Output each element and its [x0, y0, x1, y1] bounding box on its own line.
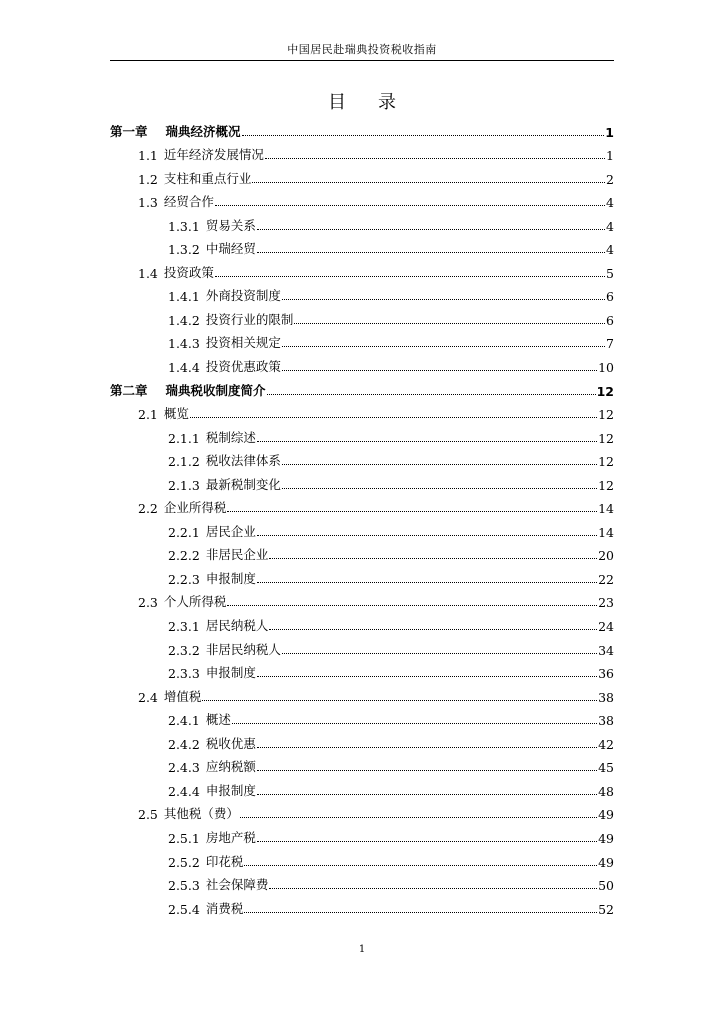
- dot-leader: [257, 841, 597, 842]
- page-number: 1: [358, 944, 366, 955]
- toc-entry-label: 贸易关系: [205, 217, 256, 233]
- toc-entry-label: 应纳税额: [205, 759, 256, 775]
- toc-entry-page: 49: [598, 807, 614, 823]
- toc-entry-page: 36: [598, 666, 614, 682]
- toc-entry[interactable]: [110, 351, 614, 375]
- dot-leader: [257, 747, 597, 748]
- toc-entry-page: 12: [598, 407, 614, 423]
- toc-entry-number: 1.4.4: [168, 360, 200, 376]
- toc-entry-label: 居民纳税人: [205, 618, 269, 634]
- toc-entry[interactable]: [110, 187, 614, 211]
- toc-entry-number: 1.2: [138, 171, 158, 187]
- toc-entry[interactable]: [110, 116, 614, 140]
- toc-entry-number: 2.2: [138, 501, 158, 517]
- toc-entry-label: 税制综述: [205, 429, 256, 445]
- toc-entry-number: 1.1: [138, 148, 158, 164]
- toc-entry-page: 52: [598, 901, 614, 917]
- toc-entry-number: 2.5.1: [168, 830, 200, 846]
- toc-entry-label: 投资行业的限制: [205, 311, 294, 327]
- dot-leader: [294, 323, 605, 324]
- toc-entry-page: 48: [598, 783, 614, 799]
- dot-leader: [267, 394, 596, 395]
- toc-entry-label: 社会保障费: [205, 877, 269, 893]
- toc-entry-number: 2.4.2: [168, 736, 200, 752]
- toc-entry-label: 投资政策: [163, 264, 214, 280]
- dot-leader: [202, 700, 597, 701]
- toc-entry-number: 1.4.1: [168, 289, 200, 305]
- toc-entry[interactable]: [110, 328, 614, 352]
- dot-leader: [282, 464, 597, 465]
- toc-entry-page: 12: [598, 477, 614, 493]
- dot-leader: [215, 205, 605, 206]
- toc-entry-page: 12: [598, 454, 614, 470]
- toc-entry[interactable]: [110, 304, 614, 328]
- toc-entry-page: 45: [598, 760, 614, 776]
- toc-entry-number: 2.3.3: [168, 666, 200, 682]
- running-header: 中国居民赴瑞典投资税收指南: [287, 43, 437, 56]
- toc-entry-number: 1.3.2: [168, 242, 200, 258]
- toc-entry-label: 经贸合作: [163, 194, 214, 210]
- toc-entry-number: 2.1.2: [168, 454, 200, 470]
- toc-entry-page: 20: [598, 548, 614, 564]
- dot-leader: [257, 794, 597, 795]
- toc-entry[interactable]: [110, 399, 614, 423]
- toc-entry[interactable]: [110, 281, 614, 305]
- toc-entry-label: 概览: [163, 406, 189, 422]
- toc-entry-label: 申报制度: [205, 665, 256, 681]
- toc-entry-label: 申报制度: [205, 570, 256, 586]
- dot-leader: [257, 582, 597, 583]
- toc-entry-number: 2.5: [138, 807, 158, 823]
- dot-leader: [232, 723, 597, 724]
- toc-entry[interactable]: [110, 705, 614, 729]
- toc-entry-label: 中瑞经贸: [205, 241, 256, 257]
- toc-entry[interactable]: [110, 846, 614, 870]
- toc-entry-label: 投资优惠政策: [205, 359, 281, 375]
- toc-entry-page: 49: [598, 854, 614, 870]
- toc-entry-label: 概述: [205, 712, 231, 728]
- toc-entry-number: 2.4: [138, 689, 158, 705]
- toc-entry-page: 1: [606, 148, 614, 164]
- toc-entry-number: 1.4.3: [168, 336, 200, 352]
- toc-entry-number: 1.3.1: [168, 218, 200, 234]
- toc-entry-page: 49: [598, 830, 614, 846]
- toc-entry-number: 第二章: [110, 382, 148, 398]
- toc-entry-page: 34: [598, 642, 614, 658]
- dot-leader: [282, 346, 605, 347]
- dot-leader: [252, 182, 605, 183]
- toc-entry-page: 10: [598, 360, 614, 376]
- toc-entry-number: 1.4.2: [168, 312, 200, 328]
- toc-entry[interactable]: [110, 210, 614, 234]
- toc-entry[interactable]: [110, 257, 614, 281]
- toc-entry-label: 瑞典经济概况: [165, 123, 241, 139]
- toc-entry-page: 22: [598, 571, 614, 587]
- toc-entry-label: 消费税: [205, 900, 244, 916]
- toc-entry[interactable]: [110, 658, 614, 682]
- toc-entry[interactable]: [110, 610, 614, 634]
- toc-entry[interactable]: [110, 446, 614, 470]
- toc-entry[interactable]: [110, 422, 614, 446]
- toc-entry-number: 2.1: [138, 407, 158, 423]
- dot-leader: [269, 888, 597, 889]
- toc-entry-page: 12: [596, 383, 614, 399]
- toc-entry-page: 5: [606, 265, 614, 281]
- toc-entry-number: 2.1.3: [168, 477, 200, 493]
- toc-entry[interactable]: [110, 540, 614, 564]
- toc-entry-page: 4: [606, 195, 614, 211]
- toc-entry[interactable]: [110, 140, 614, 164]
- toc-entry[interactable]: [110, 681, 614, 705]
- dot-leader: [257, 676, 597, 677]
- toc-entry-page: 14: [598, 524, 614, 540]
- toc-entry-number: 2.4.1: [168, 713, 200, 729]
- dot-leader: [257, 252, 605, 253]
- dot-leader: [257, 535, 597, 536]
- toc-entry-label: 个人所得税: [163, 594, 227, 610]
- toc-entry-number: 2.5.2: [168, 854, 200, 870]
- toc-entry-label: 印花税: [205, 853, 244, 869]
- dot-leader: [282, 370, 597, 371]
- toc-entry-page: 42: [598, 736, 614, 752]
- toc-entry-page: 1: [605, 124, 614, 140]
- dot-leader: [269, 558, 597, 559]
- toc-entry[interactable]: [110, 870, 614, 894]
- toc-entry-label: 其他税（费）: [163, 806, 239, 822]
- toc-entry-number: 2.4.4: [168, 783, 200, 799]
- toc-entry-label: 增值税: [163, 688, 202, 704]
- toc-entry-page: 14: [598, 501, 614, 517]
- toc-entry-number: 第一章: [110, 123, 148, 139]
- toc-entry[interactable]: [110, 493, 614, 517]
- toc-entry-number: 2.3.2: [168, 642, 200, 658]
- toc-entry[interactable]: [110, 799, 614, 823]
- toc-entry-page: 4: [606, 218, 614, 234]
- dot-leader: [282, 488, 597, 489]
- toc-entry[interactable]: [110, 587, 614, 611]
- dot-leader: [240, 817, 597, 818]
- toc-entry[interactable]: [110, 752, 614, 776]
- toc-entry-label: 税收法律体系: [205, 453, 281, 469]
- dot-leader: [257, 229, 605, 230]
- dot-leader: [265, 158, 605, 159]
- toc-entry-label: 外商投资制度: [205, 288, 281, 304]
- toc-entry-page: 50: [598, 878, 614, 894]
- dot-leader: [244, 912, 597, 913]
- toc-entry-page: 4: [606, 242, 614, 258]
- toc-entry-label: 非居民企业: [205, 547, 269, 563]
- toc-entry[interactable]: [110, 375, 614, 399]
- dot-leader: [227, 511, 597, 512]
- toc-entry-number: 2.1.1: [168, 430, 200, 446]
- toc-entry-page: 24: [598, 619, 614, 635]
- toc-entry-number: 2.2.1: [168, 524, 200, 540]
- toc-entry[interactable]: [110, 563, 614, 587]
- toc-entry[interactable]: [110, 469, 614, 493]
- dot-leader: [227, 605, 597, 606]
- toc-entry-label: 税收优惠: [205, 735, 256, 751]
- toc-entry[interactable]: [110, 893, 614, 917]
- toc-entry-label: 最新税制变化: [205, 476, 281, 492]
- dot-leader: [269, 629, 597, 630]
- toc-entry-page: 7: [606, 336, 614, 352]
- toc-entry-page: 2: [606, 171, 614, 187]
- toc-entry-label: 居民企业: [205, 523, 256, 539]
- dot-leader: [282, 299, 605, 300]
- table-of-contents: [110, 116, 614, 917]
- toc-entry[interactable]: [110, 775, 614, 799]
- toc-entry-label: 近年经济发展情况: [163, 147, 264, 163]
- toc-entry-page: 38: [598, 713, 614, 729]
- toc-entry-number: 2.5.4: [168, 901, 200, 917]
- toc-entry-label: 申报制度: [205, 782, 256, 798]
- dot-leader: [257, 441, 597, 442]
- toc-entry-label: 投资相关规定: [205, 335, 281, 351]
- toc-title: 目录: [328, 92, 428, 113]
- toc-entry-page: 6: [606, 312, 614, 328]
- dot-leader: [190, 417, 597, 418]
- toc-entry[interactable]: [110, 163, 614, 187]
- toc-entry-page: 12: [598, 430, 614, 446]
- dot-leader: [282, 653, 597, 654]
- toc-entry-label: 企业所得税: [163, 500, 227, 516]
- toc-entry-number: 1.4: [138, 265, 158, 281]
- toc-entry-page: 6: [606, 289, 614, 305]
- toc-entry-page: 38: [598, 689, 614, 705]
- toc-entry-label: 支柱和重点行业: [163, 170, 252, 186]
- toc-entry-number: 2.2.3: [168, 571, 200, 587]
- toc-entry-number: 2.4.3: [168, 760, 200, 776]
- dot-leader: [244, 865, 597, 866]
- toc-entry-number: 1.3: [138, 195, 158, 211]
- toc-entry[interactable]: [110, 634, 614, 658]
- dot-leader: [215, 276, 605, 277]
- toc-entry-label: 房地产税: [205, 829, 256, 845]
- dot-leader: [257, 770, 597, 771]
- toc-entry-page: 23: [598, 595, 614, 611]
- toc-entry[interactable]: [110, 234, 614, 258]
- toc-entry-number: 2.3: [138, 595, 158, 611]
- header-rule: [110, 60, 614, 61]
- toc-entry-label: 非居民纳税人: [205, 641, 281, 657]
- toc-entry[interactable]: [110, 516, 614, 540]
- toc-entry[interactable]: [110, 728, 614, 752]
- dot-leader: [242, 135, 605, 136]
- toc-entry[interactable]: [110, 822, 614, 846]
- toc-entry-number: 2.5.3: [168, 878, 200, 894]
- toc-entry-number: 2.2.2: [168, 548, 200, 564]
- toc-entry-label: 瑞典税收制度简介: [165, 382, 266, 398]
- toc-entry-number: 2.3.1: [168, 619, 200, 635]
